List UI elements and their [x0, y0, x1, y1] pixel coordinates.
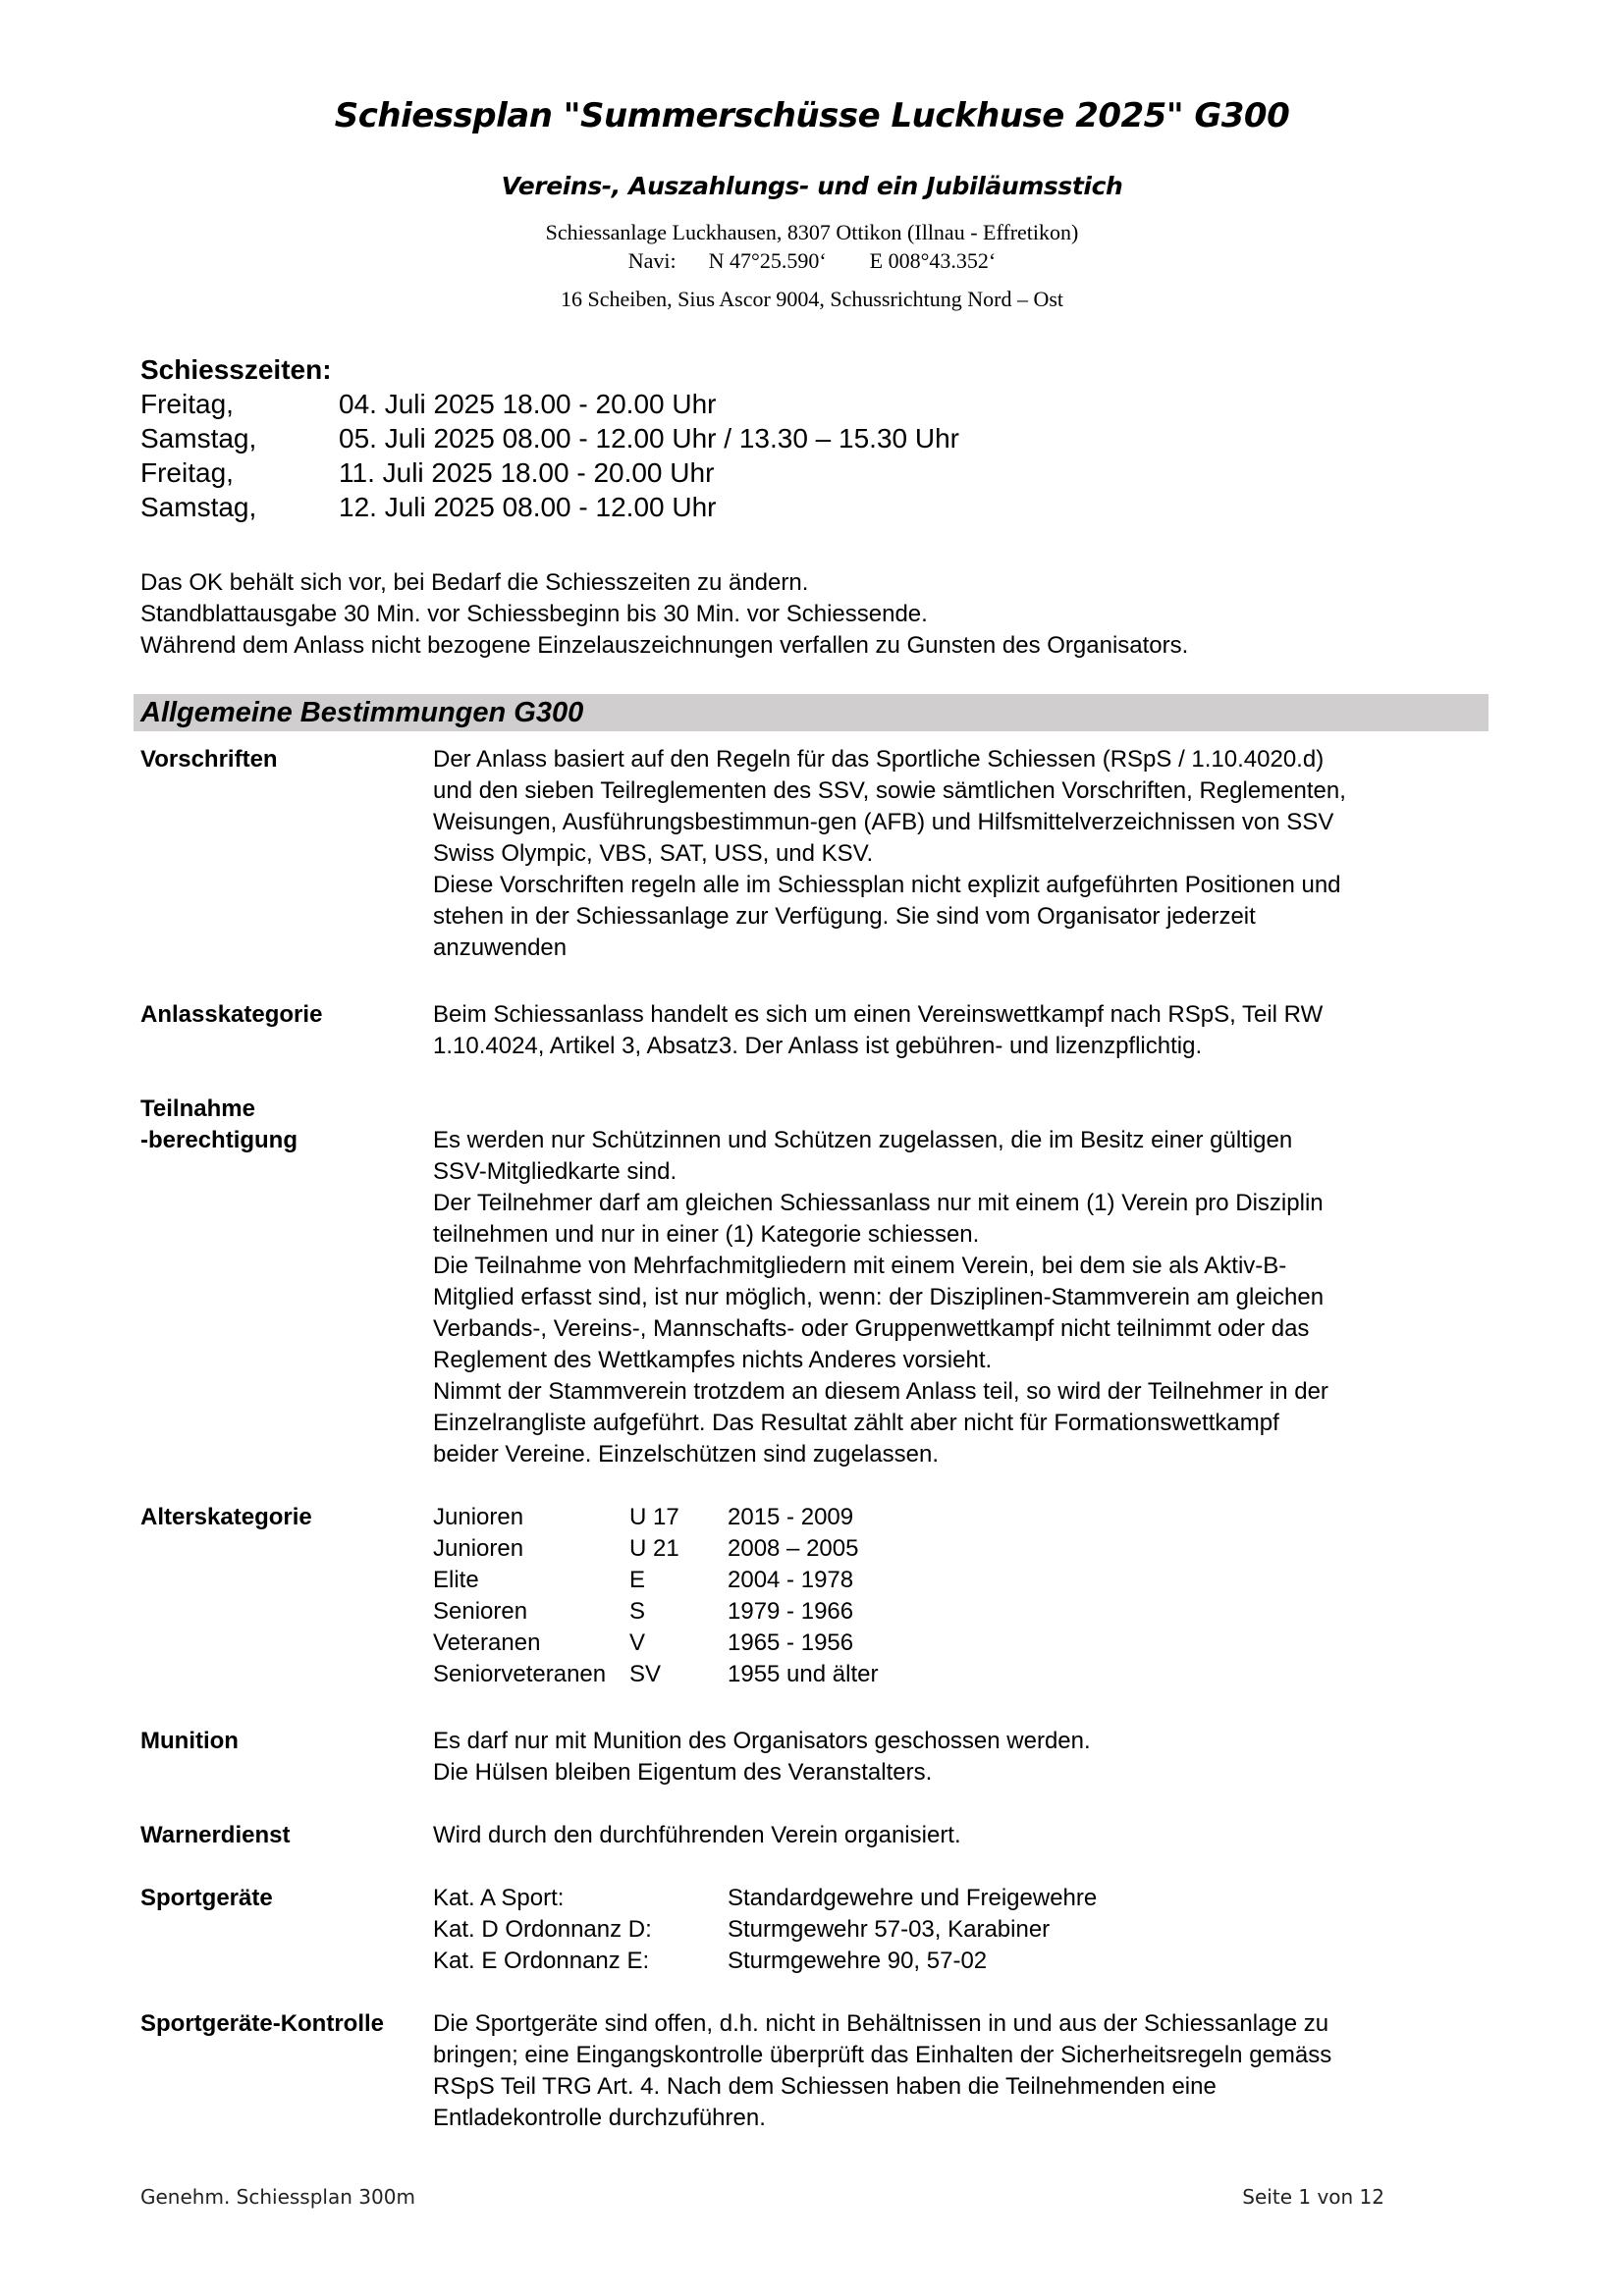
schedule-row: [140, 421, 959, 455]
equipment-category: Kat. E Ordonnanz E:: [433, 1948, 650, 1974]
entry-body: [433, 999, 1624, 1062]
equipment-row: [433, 1914, 1624, 1946]
age-category-name: Seniorveteranen: [433, 1661, 607, 1687]
body-line: Der Anlass basiert auf den Regeln für das Sportliche Schiessen (RSpS / 1.10.4020.d): [433, 746, 1325, 773]
schedule: [140, 353, 959, 524]
entry-label: Munition: [140, 1728, 239, 1754]
age-category-code: S: [629, 1598, 646, 1625]
body-line: Die Hülsen bleiben Eigentum des Veranstalters.: [433, 1759, 933, 1786]
equipment-row: [433, 1883, 1624, 1914]
age-category-row: [433, 1565, 1624, 1596]
body-line: Swiss Olympic, VBS, SAT, USS, und KSV.: [433, 840, 874, 867]
entry-label: Sportgeräte: [140, 1885, 273, 1911]
body-line: Die Teilnahme von Mehrfachmitgliedern mit einem Verein, bei dem sie als Aktiv-B-: [433, 1253, 1287, 1279]
schedule-row: [140, 387, 959, 421]
schedule-day: Samstag,: [140, 423, 257, 454]
entry-body: [433, 1820, 1624, 1851]
body-line: Einzelrangliste aufgeführt. Das Resultat zählt aber nicht für Formationswettkampf: [433, 1410, 1279, 1436]
entry-body: [433, 2008, 1624, 2134]
equipment-weapons: Standardgewehre und Freigewehre: [728, 1885, 1098, 1911]
schedule-day: Freitag,: [140, 457, 234, 488]
schedule-time: 12. Juli 2025 08.00 - 12.00 Uhr: [339, 492, 717, 522]
body-line: Nimmt der Stammverein trotzdem an diesem Anlass teil, so wird der Teilnehmer in der: [433, 1378, 1328, 1405]
footer-document-name: Genehm. Schiessplan 300m: [140, 2185, 415, 2209]
body-line: RSpS Teil TRG Art. 4. Nach dem Schiessen haben die Teilnehmenden eine: [433, 2073, 1217, 2100]
age-category-name: Junioren: [433, 1504, 524, 1530]
body-line: Der Teilnehmer darf am gleichen Schiessanlass nur mit einem (1) Verein pro Disziplin: [433, 1190, 1324, 1216]
age-category-code: V: [629, 1629, 646, 1656]
body-line: Entladekontrolle durchzuführen.: [433, 2105, 766, 2131]
age-category-name: Elite: [433, 1567, 479, 1593]
age-category-years: 1979 - 1966: [728, 1598, 854, 1625]
age-category-name: Veteranen: [433, 1629, 541, 1656]
body-line: SSV-Mitgliedkarte sind.: [433, 1158, 677, 1185]
age-category-name: Senioren: [433, 1598, 528, 1625]
body-line: Beim Schiessanlass handelt es sich um einen Vereinswettkampf nach RSpS, Teil RW: [433, 1001, 1324, 1028]
entry-label: Vorschriften: [140, 746, 278, 773]
equipment-weapons: Sturmgewehre 90, 57-02: [728, 1948, 988, 1974]
age-category-years: 2015 - 2009: [728, 1504, 854, 1530]
entry-body: [433, 1125, 1624, 1470]
schedule-time: 11. Juli 2025 18.00 - 20.00 Uhr: [339, 457, 715, 488]
targets-info: 16 Scheiben, Sius Ascor 9004, Schussrichtung Nord – Ost: [560, 287, 1064, 311]
schedule-time: 04. Juli 2025 18.00 - 20.00 Uhr: [339, 389, 717, 419]
entry-label: Alterskategorie: [140, 1504, 312, 1530]
age-category-row: [433, 1502, 1624, 1533]
body-line: 1.10.4024, Artikel 3, Absatz3. Der Anlass ist gebühren- und lizenzpflichtig.: [433, 1033, 1203, 1059]
age-category-code: SV: [629, 1661, 662, 1687]
entry-label: Sportgeräte-Kontrolle: [140, 2010, 385, 2037]
body-line: teilnehmen und nur in einer (1) Kategorie schiessen.: [433, 1221, 980, 1248]
body-line: stehen in der Schiessanlage zur Verfügung. Sie sind vom Organisator jederzeit: [433, 903, 1256, 930]
body-line: Reglement des Wettkampfes nichts Anderes vorsieht.: [433, 1347, 993, 1373]
age-category-code: U 17: [629, 1504, 679, 1530]
age-category-row: [433, 1533, 1624, 1565]
schedule-notes: [140, 567, 1188, 662]
equipment-category: Kat. A Sport:: [433, 1885, 565, 1911]
entry-body: [433, 1726, 1624, 1789]
equipment-table: [433, 1883, 1624, 1977]
document-title: Schiessplan "Summerschüsse Luckhuse 2025" G300: [334, 96, 1290, 135]
schedule-day: Samstag,: [140, 492, 257, 522]
age-category-years: 1955 und älter: [728, 1661, 879, 1687]
entry-label: Anlasskategorie: [140, 1001, 323, 1028]
age-category-row: [433, 1628, 1624, 1659]
equipment-category: Kat. D Ordonnanz D:: [433, 1916, 652, 1943]
equipment-row: [433, 1946, 1624, 1977]
age-category-row: [433, 1596, 1624, 1628]
body-line: Weisungen, Ausführungsbestimmun-gen (AFB) und Hilfsmittelverzeichnissen von SSV: [433, 809, 1334, 835]
schedule-day: Freitag,: [140, 389, 234, 419]
age-category-years: 2004 - 1978: [728, 1567, 854, 1593]
schedule-row: [140, 490, 959, 524]
age-category-name: Junioren: [433, 1535, 524, 1562]
schedule-heading: Schiesszeiten:: [140, 354, 332, 385]
footer-page-number: Seite 1 von 12: [1242, 2185, 1384, 2209]
venue-address: Schiessanlage Luckhausen, 8307 Ottikon (Illnau - Effretikon): [545, 220, 1079, 244]
schedule-row: [140, 455, 959, 490]
entry-body: [433, 744, 1624, 964]
navi-coordinates: Navi: N 47°25.590‘ E 008°43.352‘: [627, 248, 997, 273]
entry-label: Warnerdienst: [140, 1822, 291, 1848]
body-line: Diese Vorschriften regeln alle im Schiessplan nicht explizit aufgeführten Positionen und: [433, 872, 1341, 898]
age-category-years: 2008 – 2005: [728, 1535, 859, 1562]
section-heading: Allgemeine Bestimmungen G300: [140, 697, 584, 728]
age-category-code: U 21: [629, 1535, 679, 1562]
body-line: bringen; eine Eingangskontrolle überprüft das Einhalten der Sicherheitsregeln gemäss: [433, 2042, 1332, 2068]
note-line: Das OK behält sich vor, bei Bedarf die Schiesszeiten zu ändern.: [140, 569, 809, 596]
body-line: beider Vereine. Einzelschützen sind zugelassen.: [433, 1441, 939, 1468]
equipment-weapons: Sturmgewehr 57-03, Karabiner: [728, 1916, 1051, 1943]
entry-label-line: -berechtigung: [140, 1127, 298, 1153]
age-category-table: [433, 1502, 1624, 1690]
age-category-years: 1965 - 1956: [728, 1629, 854, 1656]
body-line: Verbands-, Vereins-, Mannschafts- oder Gruppenwettkampf nicht teilnimmt oder das: [433, 1315, 1310, 1342]
schedule-time: 05. Juli 2025 08.00 - 12.00 Uhr / 13.30 – 15.30 Uhr: [339, 423, 959, 454]
entry-label-line: Teilnahme: [140, 1095, 255, 1122]
age-category-row: [433, 1659, 1624, 1690]
note-line: Standblattausgabe 30 Min. vor Schiessbeginn bis 30 Min. vor Schiessende.: [140, 601, 928, 627]
section-heading-bar: [134, 694, 1489, 731]
body-line: Mitglied erfasst sind, ist nur möglich, wenn: der Disziplinen-Stammverein am gleichen: [433, 1284, 1325, 1310]
body-line: Wird durch den durchführenden Verein organisiert.: [433, 1822, 961, 1848]
document-subtitle: Vereins-, Auszahlungs- und ein Jubiläumsstich: [501, 172, 1123, 200]
body-line: Die Sportgeräte sind offen, d.h. nicht in Behältnissen in und aus der Schiessanlage zu: [433, 2010, 1329, 2037]
age-category-code: E: [629, 1567, 646, 1593]
body-line: und den sieben Teilreglementen des SSV, sowie sämtlichen Vorschriften, Reglementen,: [433, 777, 1346, 804]
body-line: Es werden nur Schützinnen und Schützen zugelassen, die im Besitz einer gültigen: [433, 1127, 1293, 1153]
entry-label: [140, 1094, 298, 1156]
body-line: Es darf nur mit Munition des Organisators geschossen werden.: [433, 1728, 1091, 1754]
note-line: Während dem Anlass nicht bezogene Einzelauszeichnungen verfallen zu Gunsten des Organisators.: [140, 632, 1189, 659]
body-line: anzuwenden: [433, 934, 568, 961]
